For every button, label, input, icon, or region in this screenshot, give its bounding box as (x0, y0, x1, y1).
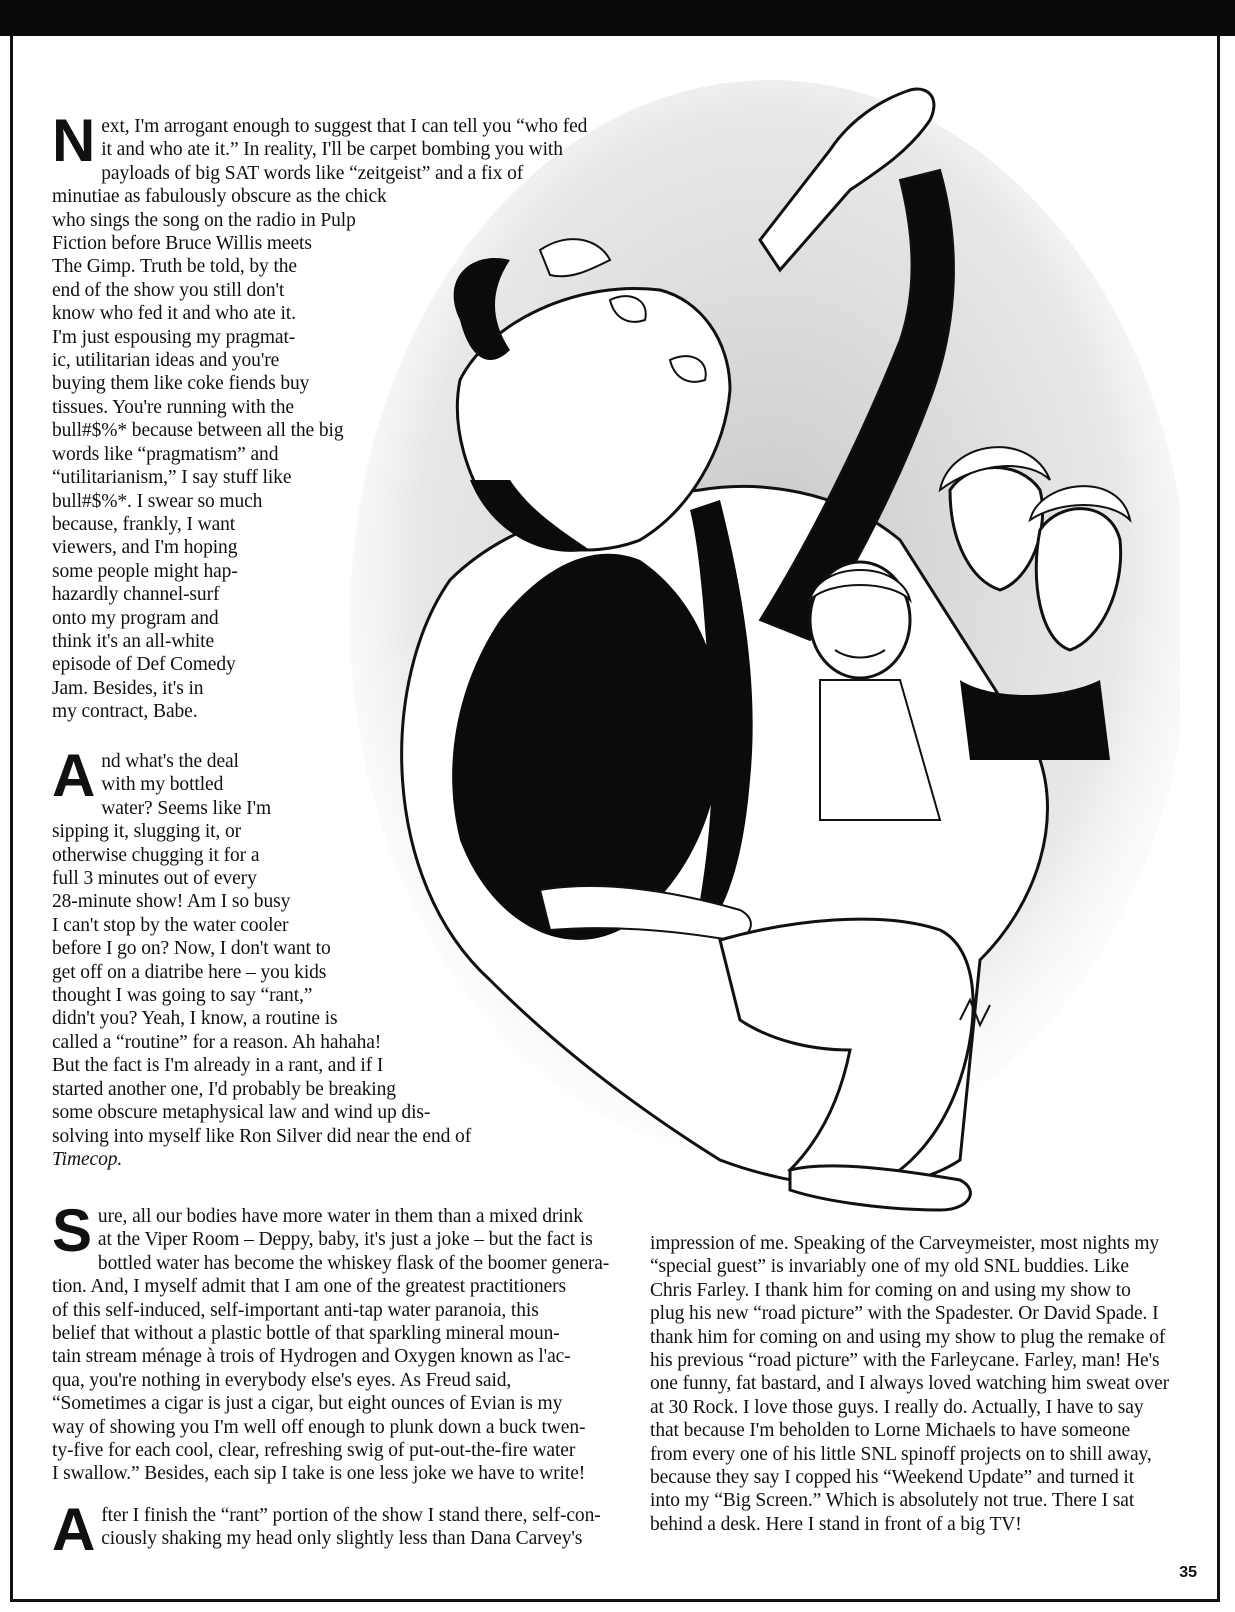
top-black-bar (0, 0, 1235, 36)
paragraph-5: impression of me. Speaking of the Carveymeister, most nights my “special guest” is invariably one of my old SNL buddies. Like Chris Farley. I thank him for coming on and using my show to plug his new “road picture” with the Spadester. Or David Spade. I thank him for coming on and using my show to plug the remake of his previous “road picture” with the Farleycane. Farley, man! He's one funny, fat bastard, and I always loved watching him sweat over at 30 Rock. I love those guys. I really do. Actually, I have to say that because I'm beholden to Lorne Michaels to have someone from every one of his little SNL spinoff projects on to shill away, because they say I copped his “Weekend Update” and turned it into my “Big Screen.” Which is absolutely not true. There I sat behind a desk. Here I stand in front of a big TV! (650, 1233, 1170, 1535)
paragraph-2: A nd what's the deal with my bottled water? Seems like I'm sipping it, slugging it, or otherwise chugging it for a full 3 minutes out of every 28-minute show! Am I so busy I can't stop by the water cooler before I go on? Now, I don't want to get off on a diatribe here – you kids thought I was going to say “rant,” didn't you? Yeah, I know, a routine is called a “routine” for a reason. Ah hahaha! But the fact is I'm already in a rant, and if I started another one, I'd probably be breaking some obscure metaphysical law and wind up dis- solving into myself like Ron Silver did near the end of Timecop. (52, 742, 472, 1170)
dropcap-s: S (52, 1197, 92, 1264)
column-right (650, 1232, 1200, 1536)
shoe (790, 1166, 970, 1210)
dropcap-a: A (52, 742, 96, 809)
page-number: 35 (1179, 1564, 1197, 1581)
paragraph-1: N ext, I'm arrogant enough to suggest that I can tell you “who fed it and who ate it.” In reality, I'll be carpet bombing you with payloads of big SAT words like “zeitgeist” and a fix of minutiae as fabulously obscure as the chick who sings the song on the radio in Pulp Fiction before Bruce Willis meets The Gimp. Truth be told, by the end of the show you still don't know who fed it and who ate it. I'm just espousing my pragmat- ic, utilitarian ideas and you're buying them like coke fiends buy tissues. You're running with the bull#$%* because between all the big words like “pragmatism” and “utilitarianism,” I say stuff like bull#$%*. I swear so much because, frankly, I want viewers, and I'm hoping some people might hap- hazardly channel-surf onto my program and think it's an all-white episode of Def Comedy Jam. Besides, it's in my contract, Babe. (52, 107, 588, 723)
column-left-lower (52, 1197, 612, 1563)
column-left-middle (52, 742, 572, 1171)
column-left-upper (52, 107, 612, 724)
paragraph-3: S ure, all our bodies have more water in them than a mixed drink at the Viper Room – Deppy, baby, it's just a joke – but the fact is bottled water has become the whiskey flask of the boomer genera- tion. And, I myself admit that I am one of the greatest practitioners of this self-induced, self-important anti-tap water paranoia, this belief that without a plastic bottle of that sparkling mineral moun- tain stream ménage à trois of Hydrogen and Oxygen known as l'ac- qua, you're nothing in everybody else's eyes. As Freud said, “Sometimes a cigar is just a cigar, but eight ounces of Evian is my way of showing you I'm well off enough to plunk down a buck twen- ty-five for each cool, clear, refreshing swig of put-out-the-fire water I swallow.” Besides, each sip I take is one less joke we have to write! (52, 1197, 610, 1485)
paragraph-4: A fter I finish the “rant” portion of the show I stand there, self-con- ciously shaking my head only slightly less than Dana Carvey's (52, 1495, 601, 1563)
dropcap-a-2: A (52, 1495, 96, 1563)
dropcap-n: N (52, 107, 96, 174)
